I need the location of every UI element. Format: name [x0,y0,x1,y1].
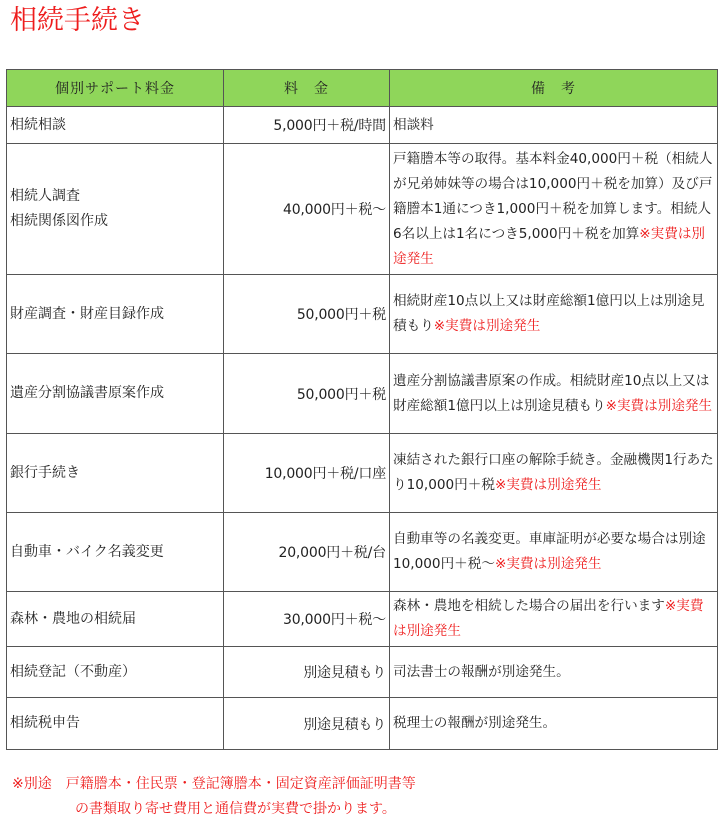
fee-cell: 10,000円＋税/口座 [224,434,390,513]
service-cell: 遺産分割協議書原案作成 [7,354,224,434]
fee-cell: 40,000円＋税～ [224,144,390,275]
footer-note [12,772,712,822]
fee-cell: 50,000円＋税 [224,275,390,354]
table-row [7,107,718,144]
notes-cell: 自動車等の名義変更。車庫証明が必要な場合は別途10,000円＋税～※実費は別途発生 [390,513,718,592]
fee-cell: 別途見積もり [224,647,390,698]
service-cell: 相続税申告 [7,698,224,750]
header-notes: 備 考 [390,70,718,107]
fee-table [6,69,718,750]
notes-cell: 戸籍謄本等の取得。基本料金40,000円＋税（相続人が兄弟姉妹等の場合は10,000円＋税を加算）及び戸籍謄本1通につき1,000円＋税を加算します。相続人6名以上は1名につき5,000円＋税を加算※実費は別途発生 [390,144,718,275]
table-row [7,647,718,698]
service-cell: 自動車・バイク名義変更 [7,513,224,592]
service-cell: 相続登記（不動産） [7,647,224,698]
notes-cell: 相談料 [390,107,718,144]
service-cell: 銀行手続き [7,434,224,513]
service-cell: 財産調査・財産目録作成 [7,275,224,354]
service-cell: 相続相談 [7,107,224,144]
header-fee: 料 金 [224,70,390,107]
table-row [7,144,718,275]
notes-cell: 凍結された銀行口座の解除手続き。金融機関1行あたり10,000円＋税※実費は別途発生 [390,434,718,513]
table-row [7,513,718,592]
fee-cell: 30,000円＋税～ [224,592,390,647]
notes-cell: 森林・農地を相続した場合の届出を行います※実費は別途発生 [390,592,718,647]
footer-note-line1: ※別途 戸籍謄本・住民票・登記簿謄本・固定資産評価証明書等 [12,776,416,792]
fee-cell: 5,000円＋税/時間 [224,107,390,144]
notes-cell: 遺産分割協議書原案の作成。相続財産10点以上又は財産総額1億円以上は別途見積もり※実費は別途発生 [390,354,718,434]
service-cell: 相続人調査 相続関係図作成 [7,144,224,275]
fee-cell: 20,000円＋税/台 [224,513,390,592]
table-row [7,275,718,354]
table-row [7,698,718,750]
footer-note-line2: の書類取り寄せ費用と通信費が実費で掛かります。 [75,801,396,817]
notes-cell: 相続財産10点以上又は財産総額1億円以上は別途見積もり※実費は別途発生 [390,275,718,354]
table-header-row [7,70,718,107]
table-row [7,354,718,434]
table-row [7,434,718,513]
notes-cell: 税理士の報酬が別途発生。 [390,698,718,750]
header-service: 個別サポート料金 [7,70,224,107]
fee-cell: 50,000円＋税 [224,354,390,434]
fee-cell: 別途見積もり [224,698,390,750]
notes-cell: 司法書士の報酬が別途発生。 [390,647,718,698]
service-cell: 森林・農地の相続届 [7,592,224,647]
page-title: 相続手続き [10,5,145,36]
table-row [7,592,718,647]
